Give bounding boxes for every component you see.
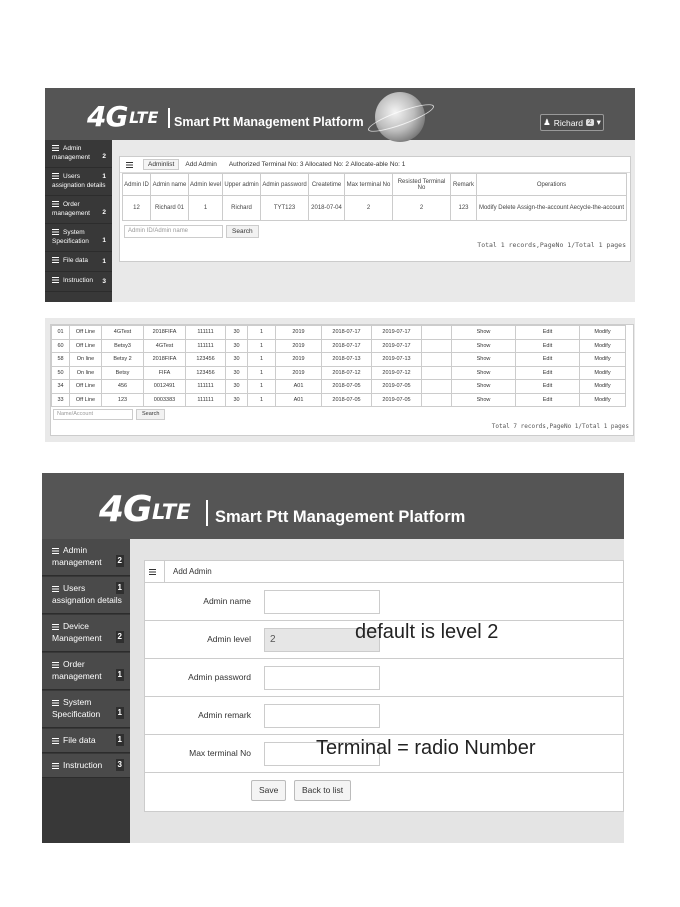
modify-link[interactable]: Modify (580, 326, 626, 340)
sidebar-item-file-data[interactable] (42, 729, 130, 753)
sidebar-item-label: Order management (52, 201, 90, 217)
sidebar-item-label: Admin management (52, 545, 102, 567)
table-cell: 1 (248, 366, 276, 380)
add-admin-form (144, 560, 624, 812)
table-cell: 111111 (186, 339, 226, 353)
modify-link[interactable]: Modify (580, 353, 626, 367)
sidebar-item-users-assignation[interactable] (45, 168, 112, 196)
caret-down-icon: ▾ (596, 117, 601, 127)
table-cell: Betsy3 (102, 339, 144, 353)
admin-toolbar (120, 157, 630, 173)
table-cell: 111111 (186, 326, 226, 340)
table-cell: 1 (248, 339, 276, 353)
table-cell: 2019-07-05 (372, 393, 422, 407)
terminal-allocation-info: Authorized Terminal No: 3 Allocated No: 2 Allocate-able No: 1 (228, 161, 406, 168)
table-header-row (123, 174, 627, 196)
sidebar-badge: 1 (117, 583, 122, 592)
column-header: Max terminal No (345, 174, 393, 196)
app-header (42, 473, 624, 539)
table-cell: Off Line (70, 380, 102, 394)
table-cell: Betsy 2 (102, 353, 144, 367)
table-cell: 2019-07-17 (372, 326, 422, 340)
table-cell: 123456 (186, 366, 226, 380)
logo-separator (206, 500, 208, 526)
table-cell: Off Line (70, 326, 102, 340)
sidebar-item-label: File data (63, 257, 88, 264)
table-cell: 1 (248, 393, 276, 407)
table-cell: 123 (451, 196, 477, 221)
table-cell: FIFA (144, 366, 186, 380)
user-table (51, 325, 626, 407)
sidebar-item-admin-management[interactable] (45, 140, 112, 168)
user-search-row (53, 409, 165, 420)
modify-link[interactable]: Modify (580, 366, 626, 380)
sidebar-item-instruction[interactable] (42, 754, 130, 778)
table-row (52, 380, 626, 394)
table-cell: 2018FIFA (144, 326, 186, 340)
table-cell: 2018-07-12 (322, 366, 372, 380)
table-cell: 123456 (186, 353, 226, 367)
pagination-info: Total 7 records,PageNo 1/Total 1 pages (491, 423, 629, 430)
operations-links[interactable]: Modify Delete Assign-the-account Aecycle-the-account (477, 196, 627, 221)
add-admin-screenshot (42, 473, 624, 843)
edit-link[interactable]: Edit (516, 393, 580, 407)
form-toolbar (145, 561, 623, 583)
table-cell (422, 326, 452, 340)
sidebar-item-label: Instruction (63, 760, 103, 770)
sidebar-badge: 1 (102, 237, 106, 244)
show-link[interactable]: Show (452, 380, 516, 394)
table-cell: 456 (102, 380, 144, 394)
edit-link[interactable]: Edit (516, 339, 580, 353)
admin-remark-input[interactable] (264, 704, 380, 728)
sidebar-item-system-specification[interactable] (45, 224, 112, 252)
hamburger-button[interactable] (145, 561, 165, 583)
table-cell: 30 (226, 380, 248, 394)
edit-link[interactable]: Edit (516, 380, 580, 394)
show-link[interactable]: Show (452, 366, 516, 380)
table-cell: 0003383 (144, 393, 186, 407)
pagination-info: Total 1 records,PageNo 1/Total 1 pages (477, 241, 626, 249)
modify-link[interactable]: Modify (580, 380, 626, 394)
logo-4g: 4G (87, 100, 128, 133)
user-list-screenshot (45, 318, 635, 442)
table-cell: A01 (276, 393, 322, 407)
table-cell: 4GTest (102, 326, 144, 340)
show-link[interactable]: Show (452, 326, 516, 340)
table-cell: 2 (345, 196, 393, 221)
table-cell: 60 (52, 339, 70, 353)
logo-4g: 4G (99, 489, 152, 530)
table-cell: Off Line (70, 393, 102, 407)
table-cell: 111111 (186, 380, 226, 394)
table-row (52, 393, 626, 407)
table-cell (422, 366, 452, 380)
user-list-card (50, 324, 634, 436)
modify-link[interactable]: Modify (580, 339, 626, 353)
admin-name-row (145, 583, 623, 621)
sidebar-badge: 2 (102, 153, 106, 160)
sidebar-badge: 1 (102, 258, 106, 265)
list-icon (52, 662, 59, 668)
table-cell: 123 (102, 393, 144, 407)
sidebar-badge: 1 (102, 173, 106, 180)
sidebar-badge: 3 (117, 760, 122, 769)
sidebar-badge: 1 (117, 708, 122, 717)
table-cell: Off Line (70, 339, 102, 353)
table-cell: 30 (226, 353, 248, 367)
sidebar-item-order-management[interactable] (45, 196, 112, 224)
admin-search-input[interactable]: Admin ID/Admin name (124, 225, 223, 238)
logo-lte: LTE (129, 108, 159, 127)
table-cell: 111111 (186, 393, 226, 407)
table-cell: 2019-07-05 (372, 380, 422, 394)
table-cell: 2 (393, 196, 451, 221)
table-cell: 34 (52, 380, 70, 394)
level-annotation: default is level 2 (355, 621, 499, 643)
sidebar-item-system-specification[interactable] (42, 691, 130, 728)
sidebar-item-label: File data (63, 735, 96, 745)
user-badge: 2 (588, 119, 592, 126)
table-cell: 1 (248, 353, 276, 367)
table-row (52, 326, 626, 340)
sidebar-item-instruction[interactable] (45, 272, 112, 292)
edit-link[interactable]: Edit (516, 353, 580, 367)
hamburger-icon[interactable] (126, 162, 133, 168)
sidebar-item-label: Admin management (52, 145, 90, 161)
list-icon (52, 173, 59, 179)
list-icon (52, 700, 59, 706)
globe-logo (375, 92, 425, 142)
admin-name-label: Admin name (203, 596, 251, 606)
sidebar (42, 539, 130, 843)
table-row (52, 353, 626, 367)
table-cell: Betsy (102, 366, 144, 380)
table-cell: 2018-07-17 (322, 339, 372, 353)
list-icon (52, 201, 59, 207)
terminal-annotation: Terminal = radio Number (316, 737, 536, 759)
table-cell: 1 (248, 380, 276, 394)
table-row (123, 196, 627, 221)
table-cell: 33 (52, 393, 70, 407)
column-header: Resisted Terminal No (393, 174, 451, 196)
sidebar-badge: 3 (102, 278, 106, 285)
table-cell: 2019 (276, 339, 322, 353)
column-header: Admin ID (123, 174, 151, 196)
logo-separator (168, 108, 170, 128)
table-cell: 30 (226, 326, 248, 340)
table-cell: Richard (223, 196, 261, 221)
list-icon (52, 229, 59, 235)
table-cell: 0012491 (144, 380, 186, 394)
user-name: Richard (553, 117, 583, 128)
table-cell: 2018FIFA (144, 353, 186, 367)
table-row (52, 366, 626, 380)
platform-title: Smart Ptt Management Platform (215, 508, 466, 526)
table-cell: A01 (276, 380, 322, 394)
admin-search-row (124, 225, 259, 238)
list-icon (52, 277, 59, 283)
sidebar-item-label: Instruction (63, 277, 93, 284)
table-cell: 1 (189, 196, 223, 221)
modify-link[interactable]: Modify (580, 393, 626, 407)
list-icon (52, 738, 59, 744)
table-cell: 2018-07-05 (322, 393, 372, 407)
sidebar-badge: 1 (117, 735, 122, 744)
back-to-list-button[interactable]: Back to list (294, 780, 351, 801)
table-cell: 2019 (276, 326, 322, 340)
sidebar-item-label: Order management (52, 659, 102, 681)
sidebar-item-users-assignation[interactable] (42, 577, 130, 614)
table-cell: 2019-07-12 (372, 366, 422, 380)
sidebar-item-label: System Specification (52, 697, 101, 719)
table-cell: 2019-07-17 (372, 339, 422, 353)
user-search-input[interactable]: Name/Account (53, 409, 133, 420)
list-icon (52, 624, 59, 630)
admin-password-row (145, 659, 623, 697)
edit-link[interactable]: Edit (516, 366, 580, 380)
list-icon (52, 548, 59, 554)
column-header: Remark (451, 174, 477, 196)
admin-password-input[interactable] (264, 666, 380, 690)
max-terminal-label: Max terminal No (189, 748, 251, 758)
admin-name-input[interactable] (264, 590, 380, 614)
hamburger-icon (149, 569, 156, 575)
table-cell: On line (70, 353, 102, 367)
table-cell: 2019 (276, 366, 322, 380)
sidebar-item-file-data[interactable] (45, 252, 112, 272)
sidebar (45, 140, 112, 302)
admin-level-label: Admin level (207, 634, 251, 644)
table-cell: 2018-07-04 (309, 196, 345, 221)
sidebar-item-label: Device Management (52, 621, 102, 643)
form-title: Add Admin (173, 567, 212, 576)
table-cell (422, 353, 452, 367)
sidebar-badge: 2 (117, 632, 122, 641)
list-icon (52, 145, 59, 151)
table-cell (422, 393, 452, 407)
list-icon (52, 586, 59, 592)
sidebar-badge: 1 (117, 670, 122, 679)
app-header (45, 88, 635, 140)
show-link[interactable]: Show (452, 339, 516, 353)
admin-remark-row (145, 697, 623, 735)
user-icon: ♟ (543, 117, 551, 127)
admin-password-label: Admin password (188, 672, 251, 682)
sidebar-item-device-management[interactable] (42, 615, 130, 652)
list-icon (52, 257, 59, 263)
sidebar-badge: 2 (102, 209, 106, 216)
admin-level-input: 2 (264, 628, 380, 652)
search-button[interactable]: Search (136, 409, 165, 420)
table-cell: 2018-07-05 (322, 380, 372, 394)
list-icon (52, 763, 59, 769)
admin-list-card (119, 156, 631, 262)
column-header: Upper admin (223, 174, 261, 196)
table-cell: 1 (248, 326, 276, 340)
table-cell: 30 (226, 393, 248, 407)
show-link[interactable]: Show (452, 393, 516, 407)
show-link[interactable]: Show (452, 353, 516, 367)
table-cell: 2018-07-17 (322, 326, 372, 340)
table-cell: 12 (123, 196, 151, 221)
search-button[interactable]: Search (226, 225, 259, 238)
column-header: Admin password (261, 174, 309, 196)
platform-title: Smart Ptt Management Platform (174, 115, 364, 129)
sidebar-item-admin-management[interactable] (42, 539, 130, 576)
table-cell: 50 (52, 366, 70, 380)
admin-remark-label: Admin remark (198, 710, 251, 720)
sidebar-item-label: Users assignation details (52, 583, 122, 605)
column-header: Admin name (151, 174, 189, 196)
tab-adminlist[interactable]: Adminlist (143, 159, 179, 170)
table-row (52, 339, 626, 353)
sidebar-badge: 2 (117, 556, 122, 565)
sidebar-item-label: System Specification (52, 229, 89, 245)
table-cell: On line (70, 366, 102, 380)
column-header: Operations (477, 174, 627, 196)
column-header: Admin level (189, 174, 223, 196)
table-cell: 2018-07-13 (322, 353, 372, 367)
table-cell: 4GTest (144, 339, 186, 353)
user-menu-button[interactable] (540, 114, 604, 131)
sidebar-item-label: Users assignation details (52, 173, 106, 189)
table-cell (422, 339, 452, 353)
logo-lte: LTE (152, 500, 191, 524)
table-cell: Richard 01 (151, 196, 189, 221)
table-cell: 30 (226, 339, 248, 353)
admin-table (122, 173, 627, 221)
table-cell: 30 (226, 366, 248, 380)
table-cell (422, 380, 452, 394)
table-cell: 01 (52, 326, 70, 340)
edit-link[interactable]: Edit (516, 326, 580, 340)
table-cell: 58 (52, 353, 70, 367)
admin-list-screenshot (45, 88, 635, 302)
sidebar-item-order-management[interactable] (42, 653, 130, 690)
table-cell: TYT123 (261, 196, 309, 221)
column-header: Createtime (309, 174, 345, 196)
tab-add-admin[interactable]: Add Admin (185, 161, 217, 168)
table-cell: 2019-07-13 (372, 353, 422, 367)
table-cell: 2019 (276, 353, 322, 367)
save-button[interactable]: Save (251, 780, 286, 801)
